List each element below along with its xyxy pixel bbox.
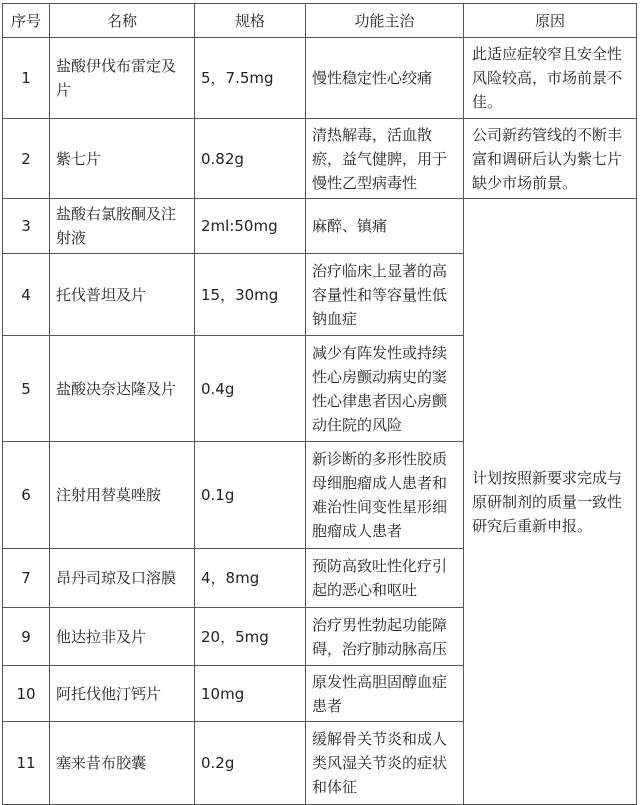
drug-indication: 新诊断的多形性胶质母细胞瘤成人患者和难治性间变性星形细胞瘤成人患者 [306, 442, 464, 549]
row-index: 1 [3, 38, 50, 119]
drug-name: 阿托伐他汀钙片 [50, 666, 195, 722]
header-indication: 功能主治 [306, 4, 464, 38]
row-index: 9 [3, 608, 50, 666]
header-row [3, 4, 637, 38]
row-index: 6 [3, 442, 50, 549]
drug-indication: 预防高致吐性化疗引起的恶心和呕吐 [306, 549, 464, 608]
drug-name: 盐酸伊伐布雷定及片 [50, 38, 195, 119]
table-row [3, 199, 637, 254]
header-spec: 规格 [195, 4, 306, 38]
row-index: 10 [3, 666, 50, 722]
drug-spec: 5，7.5mg [195, 38, 306, 119]
row-index: 7 [3, 549, 50, 608]
header-index: 序号 [3, 4, 50, 38]
drug-spec: 2ml:50mg [195, 199, 306, 254]
drug-name: 塞来昔布胶囊 [50, 722, 195, 805]
table-row [3, 119, 637, 199]
drug-spec: 0.2g [195, 722, 306, 805]
row-index: 11 [3, 722, 50, 805]
drug-name: 昂丹司琼及口溶膜 [50, 549, 195, 608]
row-index: 5 [3, 336, 50, 442]
drug-spec: 15，30mg [195, 254, 306, 336]
drug-indication: 麻醉、镇痛 [306, 199, 464, 254]
drug-spec: 10mg [195, 666, 306, 722]
drug-spec: 0.82g [195, 119, 306, 199]
drug-name: 他达拉非及片 [50, 608, 195, 666]
drug-spec: 4，8mg [195, 549, 306, 608]
drug-name: 托伐普坦及片 [50, 254, 195, 336]
drug-spec: 20，5mg [195, 608, 306, 666]
drug-indication: 缓解骨关节炎和成人类风湿关节炎的症状和体征 [306, 722, 464, 805]
drug-indication: 治疗临床上显著的高容量性和等容量性低钠血症 [306, 254, 464, 336]
reason-cell: 公司新药管线的不断丰富和调研后认为紫七片缺少市场前景。 [464, 119, 637, 199]
drug-indication: 原发性高胆固醇血症患者 [306, 666, 464, 722]
row-index: 4 [3, 254, 50, 336]
header-name: 名称 [50, 4, 195, 38]
drug-name: 盐酸右氯胺酮及注射液 [50, 199, 195, 254]
drug-spec: 0.4g [195, 336, 306, 442]
drug-indication: 清热解毒，活血散瘀，益气健脾，用于慢性乙型病毒性 [306, 119, 464, 199]
drug-name: 盐酸决奈达隆及片 [50, 336, 195, 442]
reason-cell: 此适应症较窄且安全性风险较高，市场前景不佳。 [464, 38, 637, 119]
row-index: 3 [3, 199, 50, 254]
drug-name: 注射用替莫唑胺 [50, 442, 195, 549]
drug-table [2, 3, 637, 805]
header-reason: 原因 [464, 4, 637, 38]
drug-name: 紫七片 [50, 119, 195, 199]
row-index: 2 [3, 119, 50, 199]
table-row [3, 38, 637, 119]
reason-cell-merged: 计划按照新要求完成与原研制剂的质量一致性研究后重新申报。 [464, 199, 637, 805]
drug-indication: 治疗男性勃起功能障碍，治疗肺动脉高压 [306, 608, 464, 666]
drug-spec: 0.1g [195, 442, 306, 549]
drug-indication: 慢性稳定性心绞痛 [306, 38, 464, 119]
drug-indication: 减少有阵发性或持续性心房颤动病史的窦性心律患者因心房颤动住院的风险 [306, 336, 464, 442]
